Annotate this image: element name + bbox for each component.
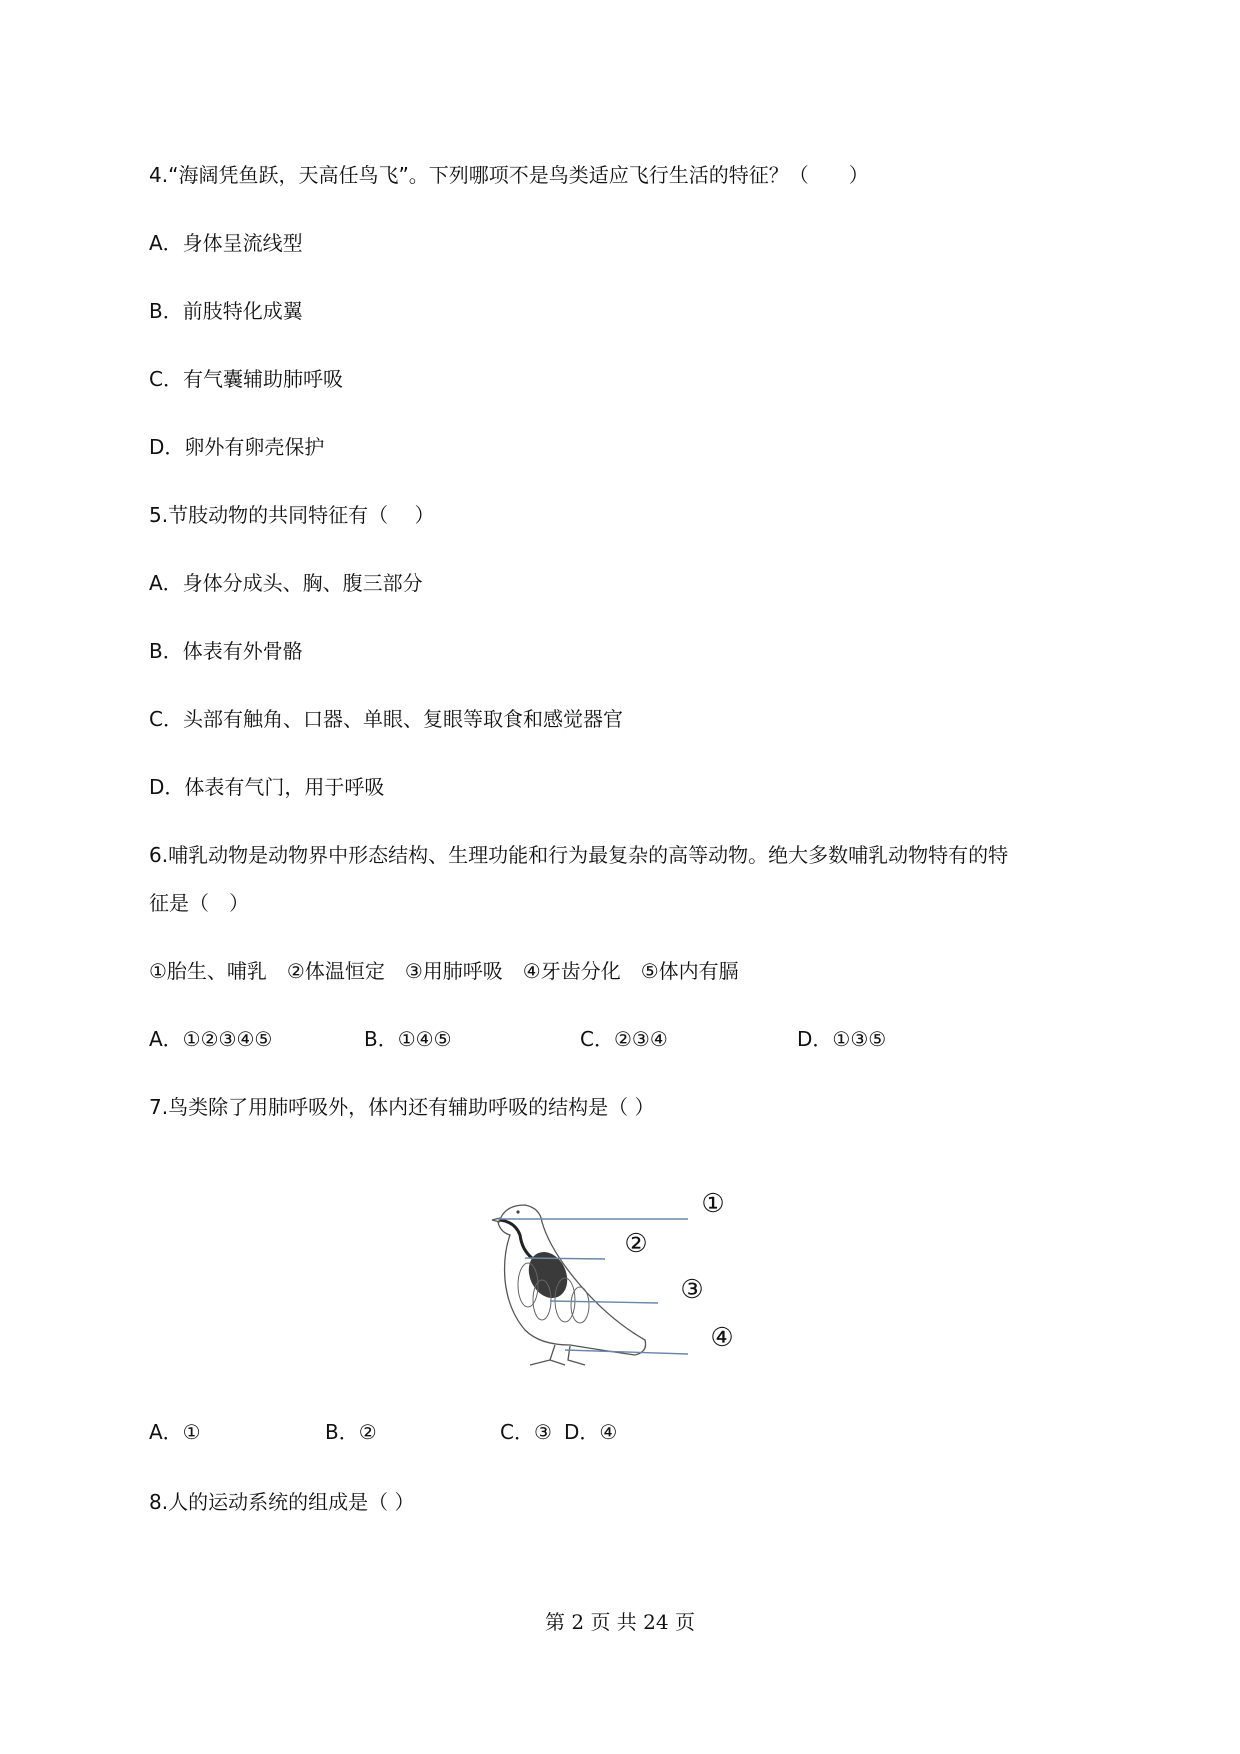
question-8-stem: 8.人的运动系统的组成是（ ） <box>149 1490 415 1514</box>
label-4: ④ <box>710 1323 734 1353</box>
question-6-stem-line1: 6.哺乳动物是动物界中形态结构、生理功能和行为最复杂的高等动物。绝大多数哺乳动物特有的特 <box>149 843 1009 867</box>
page-number-footer: 第 2 页 共 24 页 <box>545 1610 695 1634</box>
question-6-items: ①胎生、哺乳 ②体温恒定 ③用肺呼吸 ④牙齿分化 ⑤体内有膈 <box>149 959 739 983</box>
question-7-stem: 7.鸟类除了用肺呼吸外，体内还有辅助呼吸的结构是（ ） <box>149 1095 655 1119</box>
question-5-stem: 5.节肢动物的共同特征有（ ） <box>149 503 435 527</box>
question-6-option-a: A．①②③④⑤ <box>149 1027 273 1051</box>
label-1: ① <box>701 1189 725 1219</box>
question-5-option-b: B．体表有外骨骼 <box>149 639 303 663</box>
bird-illustration <box>470 1160 750 1370</box>
question-7-option-b: B．② <box>325 1420 377 1444</box>
question-7-option-d: D．④ <box>564 1420 618 1444</box>
question-6-stem-line2: 征是（ ） <box>149 891 249 915</box>
label-2: ② <box>624 1229 648 1259</box>
question-7-option-c: C．③ <box>500 1420 552 1444</box>
question-5-option-d: D．体表有气门，用于呼吸 <box>149 775 385 799</box>
question-4-option-d: D．卵外有卵壳保护 <box>149 435 325 459</box>
question-6-option-b: B．①④⑤ <box>364 1027 452 1051</box>
question-6-option-d: D．①③⑤ <box>797 1027 887 1051</box>
question-5-option-c: C．头部有触角、口器、单眼、复眼等取食和感觉器官 <box>149 707 623 731</box>
question-7-option-a: A．① <box>149 1420 201 1444</box>
question-4-option-b: B．前肢特化成翼 <box>149 299 303 323</box>
question-5-option-a: A．身体分成头、胸、腹三部分 <box>149 571 423 595</box>
question-4-stem: 4.“海阔凭鱼跃，天高任鸟飞”。下列哪项不是鸟类适应飞行生活的特征？（ ） <box>149 163 869 187</box>
label-3: ③ <box>680 1275 704 1305</box>
question-4-option-a: A．身体呈流线型 <box>149 231 303 255</box>
question-6-option-c: C．②③④ <box>580 1027 668 1051</box>
bird-respiratory-diagram <box>470 1160 750 1370</box>
question-4-option-c: C．有气囊辅助肺呼吸 <box>149 367 343 391</box>
